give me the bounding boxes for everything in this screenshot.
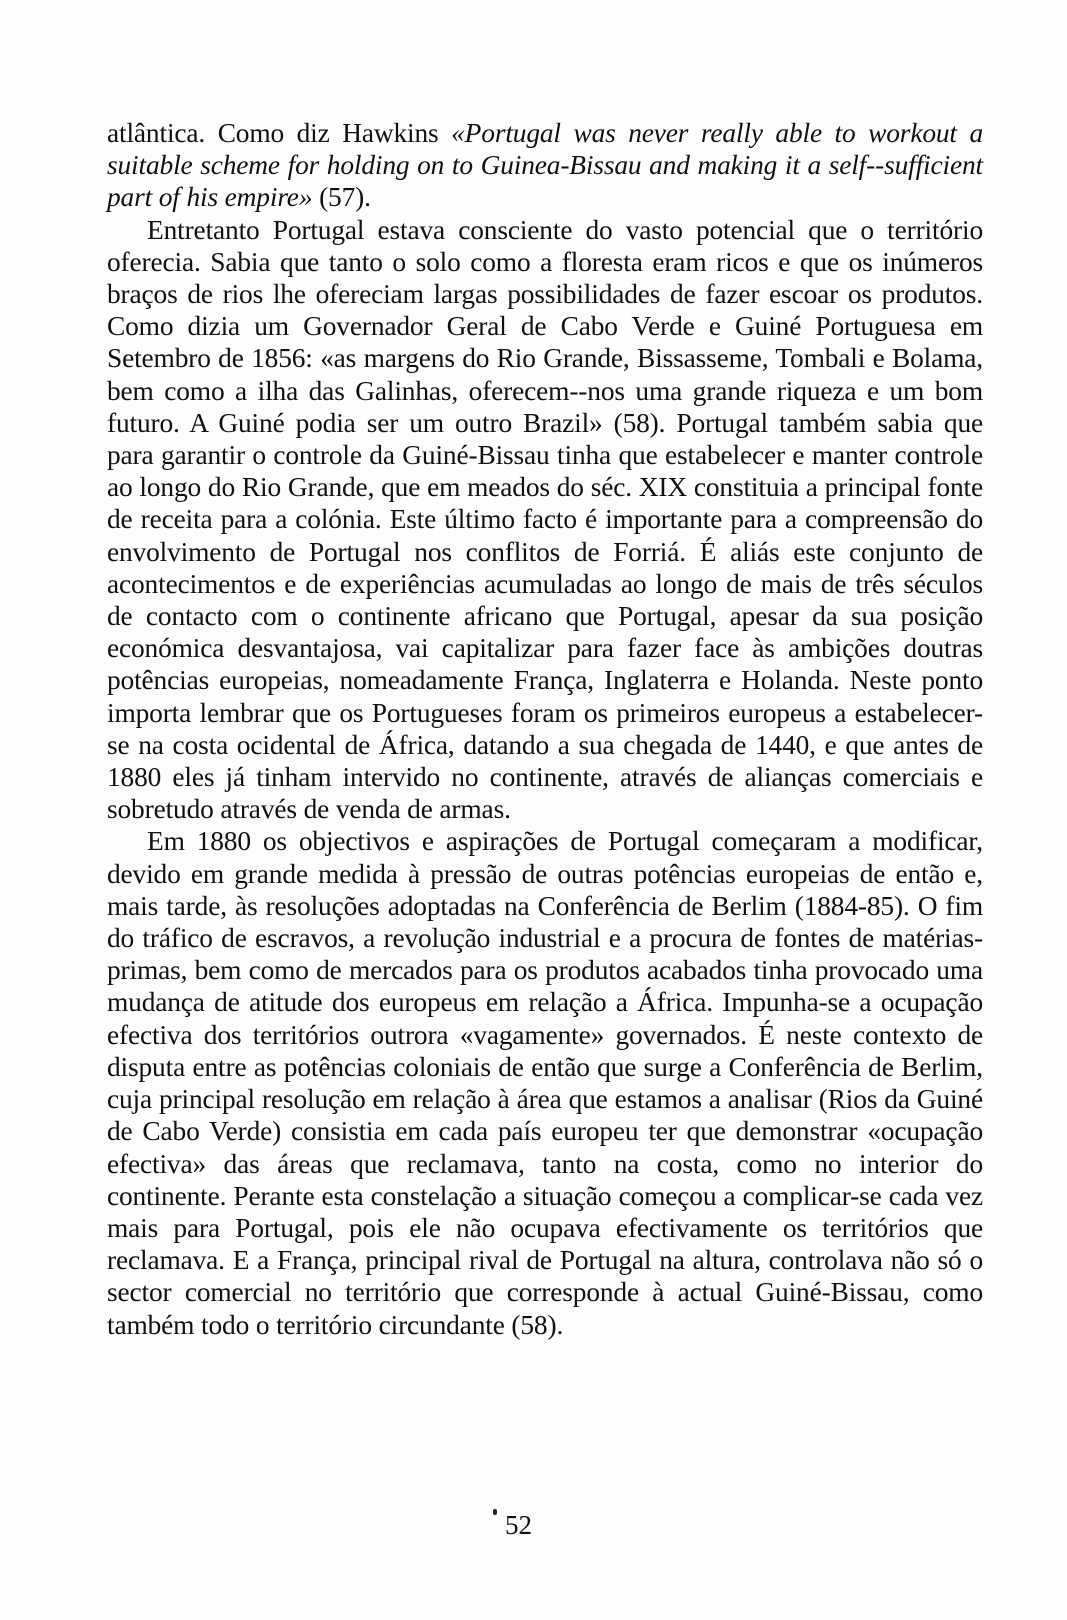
scan-speck xyxy=(493,1509,497,1515)
paragraph-1-citation: (57). xyxy=(312,182,371,213)
paragraph-1 xyxy=(107,117,983,214)
page-number: 52 xyxy=(505,1510,532,1540)
hawkins-quote: «Portugal was never really able to workout a suitable scheme for holding on to Guinea-Bissau and making it a self--sufficient part of his empire» xyxy=(107,118,983,213)
paragraph-3: Em 1880 os objectivos e aspirações de Portugal começaram a modificar, devido em grande medida à pressão de outras potências europeias de então e, mais tarde, às resoluções adoptadas na Conferência de Berlim (1884-85). O fim do tráfico de escravos, a revolução industrial e a procura de fontes de matérias-primas, bem como de mercados para os produtos acabados tinha provocado uma mudança de atitude dos europeus em relação a África. Impunha-se a ocupação efectiva dos territórios outrora «vagamente» governados. É neste contexto de disputa entre as potências coloniais de então que surge a Conferência de Berlim, cuja principal resolução em relação à área que estamos a analisar (Rios da Guiné de Cabo Verde) consistia em cada país europeu ter que demonstrar «ocupação efectiva» das áreas que reclamava, tanto na costa, como no interior do continente. Perante esta constelação a situação começou a complicar-se cada vez mais para Portugal, pois ele não ocupava efectivamente os territórios que reclamava. E a França, principal rival de Portugal na altura, controlava não só o sector comercial no território que corresponde à actual Guiné-Bissau, como também todo o território circundante (58). xyxy=(107,826,983,1340)
paragraph-2: Entretanto Portugal estava consciente do vasto potencial que o território oferecia. Sabia que tanto o solo como a floresta eram ricos e que os inúmeros braços de rios lhe ofereciam largas possibilidades de fazer escoar os produtos. Como dizia um Governador Geral de Cabo Verde e Guiné Portuguesa em Setembro de 1856: «as margens do Rio Grande, Bissasseme, Tombali e Bolama, bem como a ilha das Galinhas, oferecem--nos uma grande riqueza e um bom futuro. A Guiné podia ser um outro Brazil» (58). Portugal também sabia que para garantir o controle da Guiné-Bissau tinha que estabelecer e manter controle ao longo do Rio Grande, que em meados do séc. XIX constituia a principal fonte de receita para a colónia. Este último facto é importante para a compreensão do envolvimento de Portugal nos conflitos de Forriá. É aliás este conjunto de acontecimentos e de experiências acumuladas ao longo de mais de três séculos de contacto com o continente africano que Portugal, apesar da sua posição económica desvantajosa, vai capitalizar para fazer face às ambições doutras potências europeias, nomeadamente França, Inglaterra e Holanda. Neste ponto importa lembrar que os Portugueses foram os primeiros europeus a estabelecer-se na costa ocidental de África, datando a sua chegada de 1440, e que antes de 1880 eles já tinham intervido no continente, através de alianças comerciais e sobretudo através de venda de armas. xyxy=(107,214,983,825)
body-text xyxy=(107,117,983,1341)
paragraph-1-lead: atlântica. Como diz Hawkins xyxy=(107,118,452,148)
